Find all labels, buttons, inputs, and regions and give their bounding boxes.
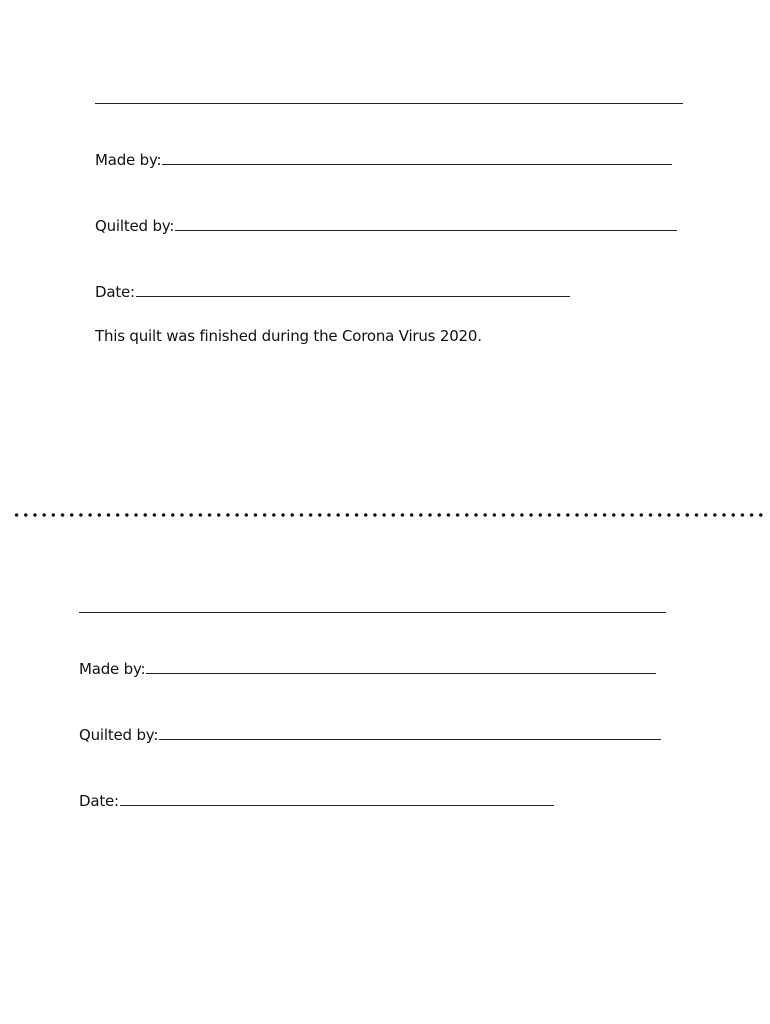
quilted-by-row xyxy=(95,217,677,235)
label-note: This quilt was finished during the Corona Virus 2020. xyxy=(95,327,482,345)
title-line[interactable] xyxy=(95,103,683,104)
made-by-row xyxy=(95,151,672,169)
date-row xyxy=(95,283,570,301)
title-line[interactable] xyxy=(79,612,666,613)
date-row xyxy=(79,792,554,810)
quilted-by-label: Quilted by: xyxy=(79,726,159,744)
quilted-by-row xyxy=(79,726,661,744)
dotted-cut-line xyxy=(12,512,768,518)
made-by-label: Made by: xyxy=(79,660,146,678)
quilted-by-field[interactable] xyxy=(159,739,661,740)
made-by-field[interactable] xyxy=(162,164,672,165)
made-by-label: Made by: xyxy=(95,151,162,169)
date-label: Date: xyxy=(79,792,119,810)
date-field[interactable] xyxy=(136,296,570,297)
made-by-field[interactable] xyxy=(146,673,656,674)
date-label: Date: xyxy=(95,283,135,301)
quilted-by-field[interactable] xyxy=(175,230,677,231)
quilted-by-label: Quilted by: xyxy=(95,217,175,235)
made-by-row xyxy=(79,660,656,678)
date-field[interactable] xyxy=(120,805,554,806)
